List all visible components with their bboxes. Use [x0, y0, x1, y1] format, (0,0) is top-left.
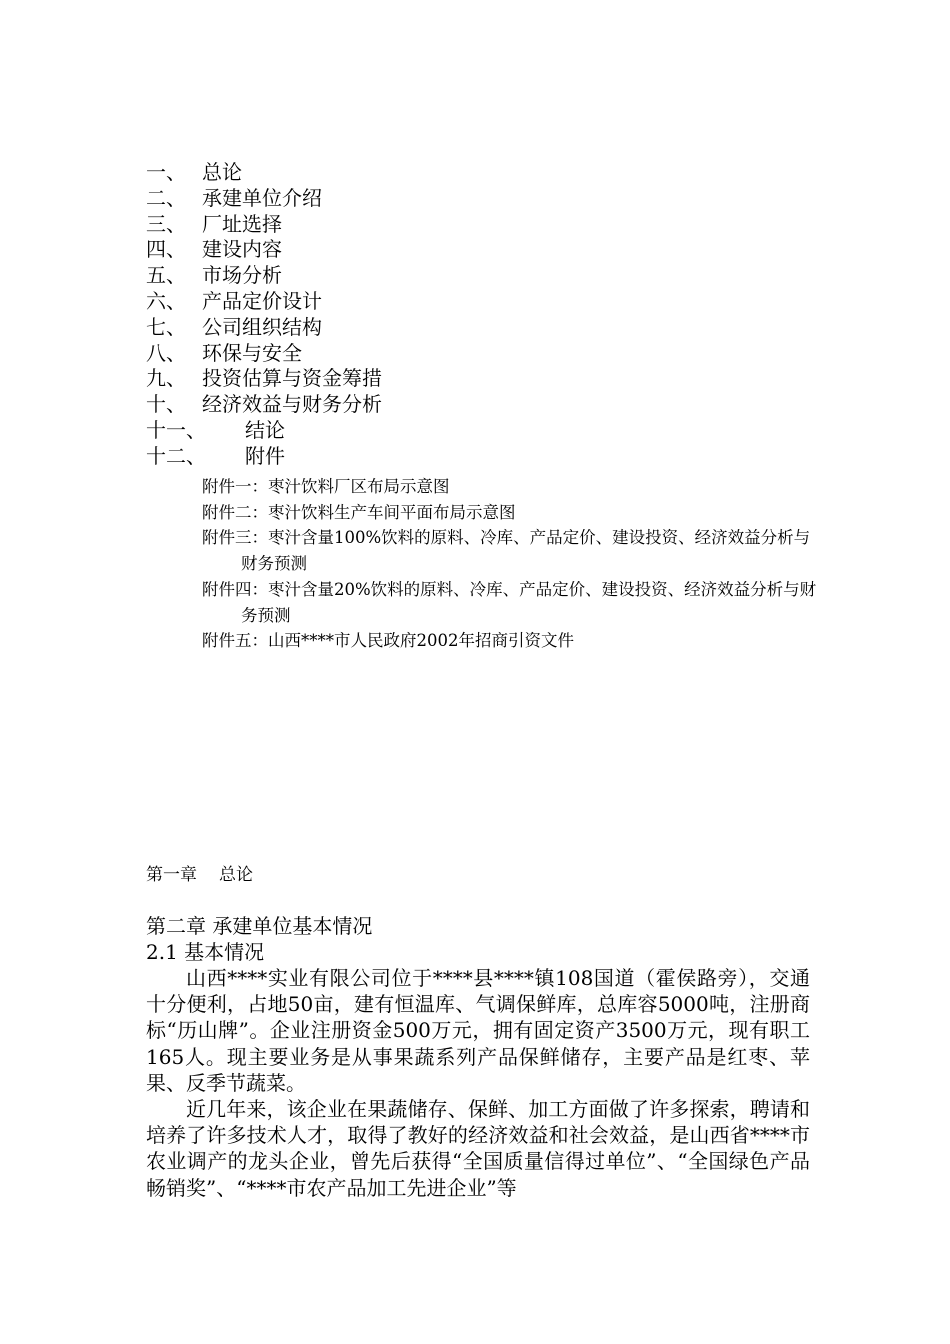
- attachment-item: 附件二：枣汁饮料生产车间平面布局示意图: [202, 502, 516, 522]
- attachment-item: 附件三：枣汁含量100%饮料的原料、冷库、产品定价、建设投资、经济效益分析与财务预测: [202, 528, 811, 574]
- toc-item-number: 十、: [146, 392, 186, 417]
- toc-item: [146, 418, 382, 444]
- toc-item: [146, 263, 382, 289]
- chapter-one-title: 总论: [219, 865, 253, 885]
- toc-item-title: 环保与安全: [202, 340, 302, 365]
- toc-item-title: 投资估算与资金筹措: [202, 366, 382, 391]
- toc-item: [146, 289, 382, 315]
- toc-item: [146, 212, 382, 238]
- toc-item: [146, 392, 382, 418]
- attachment-item: 附件四：枣汁含量20%饮料的原料、冷库、产品定价、建设投资、经济效益分析与财务预测: [202, 579, 817, 625]
- toc-item-number: 五、: [146, 263, 186, 288]
- toc-item-title: 公司组织结构: [202, 314, 322, 339]
- toc-item-number: 九、: [146, 366, 186, 391]
- toc-item-number: 四、: [146, 237, 186, 262]
- toc-item: [146, 444, 382, 470]
- table-of-contents: [146, 160, 382, 470]
- toc-item-number: 一、: [146, 160, 186, 184]
- toc-item-title: 建设内容: [202, 237, 282, 262]
- toc-item: [146, 366, 382, 392]
- toc-item: [146, 186, 382, 212]
- toc-item-number: 二、: [146, 185, 186, 210]
- toc-item: [146, 315, 382, 341]
- toc-item-number: 六、: [146, 288, 186, 313]
- toc-item-title: 产品定价设计: [202, 288, 322, 313]
- toc-item-title: 经济效益与财务分析: [202, 392, 382, 417]
- toc-item-title: 厂址选择: [202, 211, 282, 236]
- chapter-one-heading: [146, 863, 253, 887]
- body-text: [146, 965, 810, 1201]
- toc-item-number: 八、: [146, 340, 186, 365]
- toc-item: [146, 237, 382, 263]
- chapter-one-label: 第一章: [146, 865, 197, 885]
- attachment-list: [202, 474, 817, 654]
- attachment-item: 附件一：枣汁饮料厂区布局示意图: [202, 477, 450, 496]
- toc-item-title: 承建单位介绍: [202, 185, 322, 210]
- toc-item-number: 七、: [146, 314, 186, 339]
- toc-item-title: 总论: [202, 160, 242, 184]
- toc-item: [146, 341, 382, 367]
- toc-item-title: 市场分析: [202, 263, 282, 288]
- toc-item-number: 十二、: [146, 443, 206, 468]
- section-heading: 2.1 基本情况: [146, 940, 265, 964]
- toc-item-number: 三、: [146, 211, 186, 236]
- attachment-item: 附件五：山西****市人民政府2002年招商引资文件: [202, 631, 574, 651]
- toc-item-number: 十一、: [146, 417, 206, 442]
- paragraph: 近几年来，该企业在果蔬储存、保鲜、加工方面做了许多探索，聘请和培养了许多技术人才，取得了教好的经济效益和社会效益，是山西省****市农业调产的龙头企业，曾先后获得“全国质量信得过单位”、“全国绿色产品畅销奖”、“****市农产品加工先进企业”等: [146, 1097, 810, 1200]
- chapter-two-heading: 第二章 承建单位基本情况: [146, 914, 373, 938]
- paragraph: 山西****实业有限公司位于****县****镇108国道（霍侯路旁），交通十分便利，占地50亩，建有恒温库、气调保鲜库，总库容5000吨，注册商标“历山牌”。企业注册资金500万元，拥有固定资产3500万元，现有职工165人。现主要业务是从事果蔬系列产品保鲜储存，主要产品是红枣、苹果、反季节蔬菜。: [146, 966, 810, 1095]
- toc-item-title: 结论: [245, 417, 285, 442]
- toc-item-title: 附件: [245, 443, 285, 468]
- toc-item: [146, 160, 382, 186]
